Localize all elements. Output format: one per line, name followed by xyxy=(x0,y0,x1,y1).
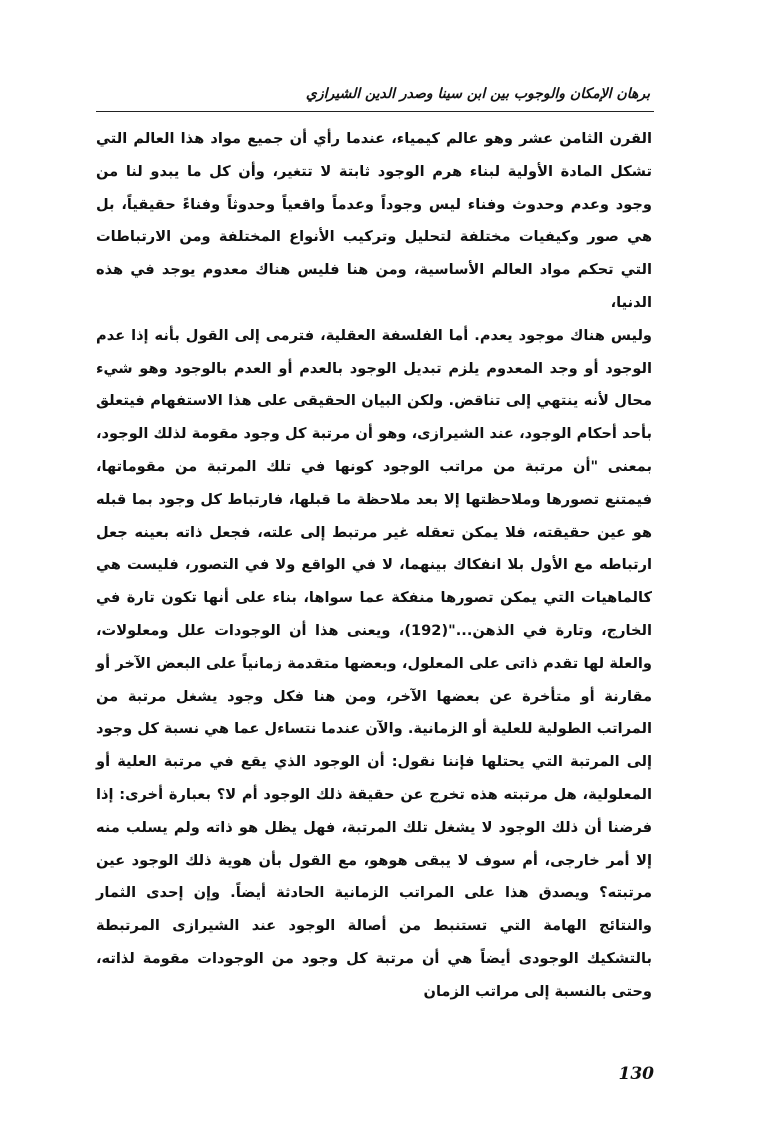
paragraph-2: وليس هناك موجود يعدم. أما الفلسفة العقلية، فترمى إلى القول بأنه إذا عدم الوجود أو وجد المعدوم يلزم تبديل الوجود بالعدم أو العدم بالوجود وهو شيء محال لأنه ينتهي إلى تناقض. ولكن البيان الحقيقى على هذا الاستفهام فيتعلق بأحد أحكام الوجود، عند الشيرازى، وهو أن مرتبة كل وجود مقومة لذلك الوجود، بمعنى "أن مرتبة من مراتب الوجود كونها في تلك المرتبة من مقوماتها، فيمتنع تصورها وملاحظتها إلا بعد ملاحظة ما قبلها، فارتباط كل وجود بما قبله هو عين حقيقته، فلا يمكن تعقله غير مرتبط إلى علته، فجعل ذاته بعينه جعل ارتباطه مع الأول بلا انفكاك بينهما، لا في الواقع ولا في التصور، فليست هي كالماهيات التي يمكن تصورها منفكة عما سواها، بناء على أنها تكون تارة في الخارج، وتارة في الذهن..."(192)، ويعنى هذا أن الوجودات علل ومعلولات، والعلة لها تقدم ذاتى على المعلول، وبعضها متقدمة زمانياً على البعض الآخر أو مقارنة أو متأخرة عن بعضها الآخر، ومن هنا فكل وجود يشغل مرتبة من المراتب الطولية للعلية أو الزمانية. والآن عندما نتساءل عما هي نسبة كل وجود إلى المرتبة التي يحتلها فإننا نقول: أن الوجود الذي يقع في مرتبة العلية أو المعلولية، هل مرتبته هذه تخرج عن حقيقة ذلك الوجود أم لا؟ بعبارة أخرى: إذا فرضنا أن ذلك الوجود لا يشغل تلك المرتبة، فهل يظل هو ذاته ولم يسلب منه إلا أمر خارجى، أم سوف لا يبقى هوهو، مع القول بأن هوية ذلك الوجود عين مرتبته؟ ويصدق هذا على المراتب الزمانية الحادثة أيضاً. وإن إحدى الثمار والنتائج الهامة التي تستنبط من أصالة الوجود عند الشيرازى المرتبطة بالتشكيك الوجودى أيضاً هي أن مرتبة كل وجود من الوجودات مقومة لذاته، وحتى بالنسبة إلى مراتب الزمان xyxy=(96,326,653,1000)
paragraph-1: القرن الثامن عشر وهو عالم كيمياء، عندما رأي أن جميع مواد هذا العالم التي تشكل المادة الأولية لبناء هرم الوجود ثابتة لا تتغير، وأن كل ما يبدو لنا من وجود وعدم وحدوث وفناء ليس وجوداً وعدماً واقعياً وحدوثاً وفناءً حقيقياً، بل هي صور وكيفيات مختلفة لتحليل وتركيب الأنواع المختلفة ومن الارتباطات التي تحكم مواد العالم الأساسية، ومن هنا فليس هناك معدوم يوجد في هذه الدنيا، xyxy=(96,130,652,311)
body-text xyxy=(96,123,652,1009)
running-header-title: برهان الإمكان والوجوب بين ابن سينا وصدر الدين الشيرازي xyxy=(305,86,650,102)
page-number: 130 xyxy=(618,1064,654,1084)
header-divider xyxy=(96,111,654,112)
